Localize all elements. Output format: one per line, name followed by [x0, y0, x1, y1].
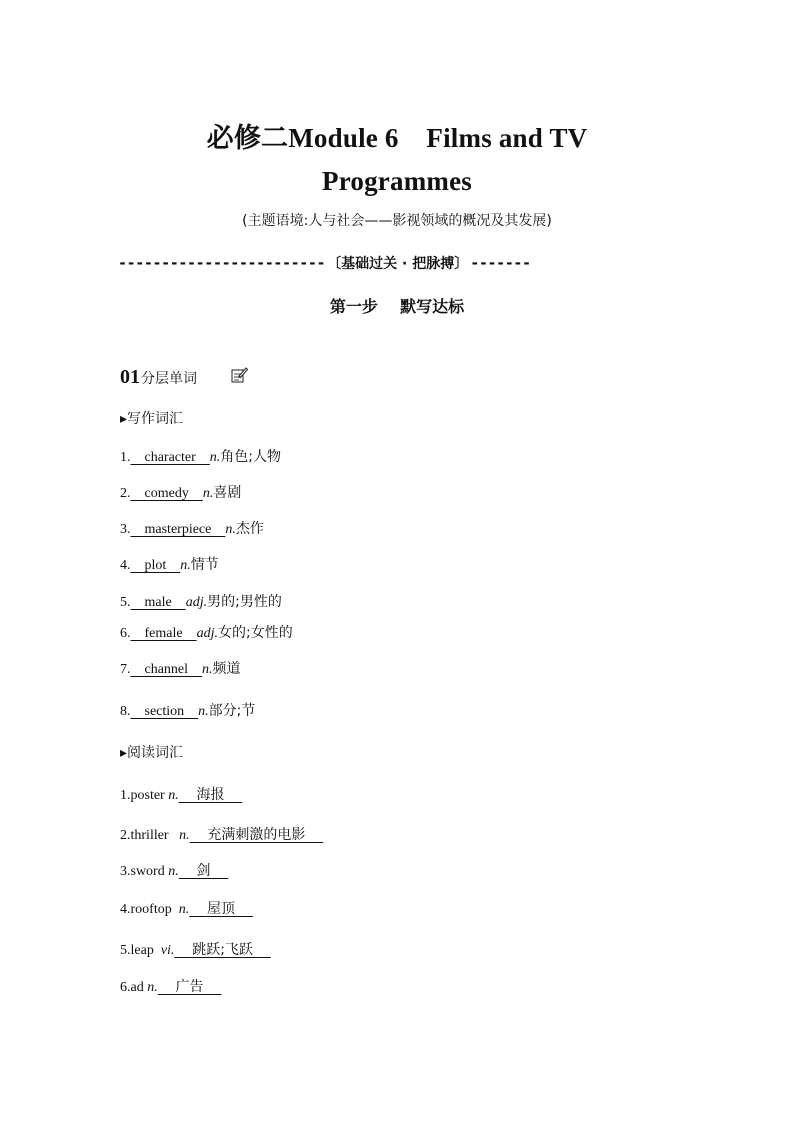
answer-blank: plot: [130, 558, 181, 573]
writing-item-1: 1. character n.角色;人物: [120, 449, 282, 465]
subtitle: (主题语境:人与社会——影视领域的概况及其发展): [242, 213, 552, 229]
reading-vocab-heading: ▸阅读词汇: [120, 745, 184, 761]
page-title-line1: [0, 122, 794, 155]
reading-item-1: 1.poster n. 海报: [120, 787, 243, 803]
answer-blank: channel: [130, 662, 203, 677]
banner-right-dashes: -------: [470, 254, 531, 272]
answer-blank: male: [130, 595, 186, 610]
section-heading: [120, 366, 197, 389]
title-chinese: 必修二: [206, 123, 289, 154]
writing-item-4: 4. plot n.情节: [120, 557, 219, 573]
answer-blank: 广告: [157, 979, 222, 995]
page-title-line2: Programmes: [322, 166, 472, 196]
writing-item-8: 8. section n.部分;节: [120, 703, 256, 719]
writing-item-2: 2. comedy n.喜剧: [120, 485, 242, 501]
reading-item-6: 6.ad n. 广告: [120, 979, 222, 995]
answer-blank: masterpiece: [130, 522, 226, 537]
answer-blank: 海报: [178, 787, 243, 803]
section-banner: [118, 251, 628, 275]
writing-item-5: 5. male adj.男的;男性的: [120, 594, 282, 610]
writing-item-6: 6. female adj.女的;女性的: [120, 625, 293, 641]
answer-blank: female: [130, 626, 197, 641]
section-number: 01: [120, 366, 140, 388]
title-english: Module 6 Films and TV: [288, 123, 588, 153]
writing-vocab-heading: ▸写作词汇: [120, 411, 184, 427]
reading-item-3: 3.sword n. 剑: [120, 863, 229, 879]
banner-left-dashes: ------------------------: [118, 254, 326, 272]
answer-blank: section: [130, 704, 199, 719]
reading-item-2: 2.thriller n. 充满刺激的电影: [120, 827, 324, 843]
section-title: 分层单词: [141, 371, 197, 387]
pencil-notepad-icon: [230, 366, 248, 384]
reading-item-4: 4.rooftop n. 屋顶: [120, 901, 253, 917]
answer-blank: 屋顶: [189, 901, 253, 917]
writing-item-3: 3. masterpiece n.杰作: [120, 521, 264, 537]
reading-item-5: 5.leap vi. 跳跃;飞跃: [120, 942, 271, 958]
writing-item-7: 7. channel n.频道: [120, 661, 241, 677]
answer-blank: comedy: [130, 486, 203, 501]
answer-blank: character: [130, 450, 210, 465]
banner-text: 〔基础过关 · 把脉搏〕: [327, 256, 469, 272]
answer-blank: 跳跃;飞跃: [174, 942, 271, 958]
step-heading: 第一步 默写达标: [329, 297, 465, 316]
answer-blank: 充满刺激的电影: [189, 827, 324, 843]
answer-blank: 剑: [178, 863, 229, 879]
